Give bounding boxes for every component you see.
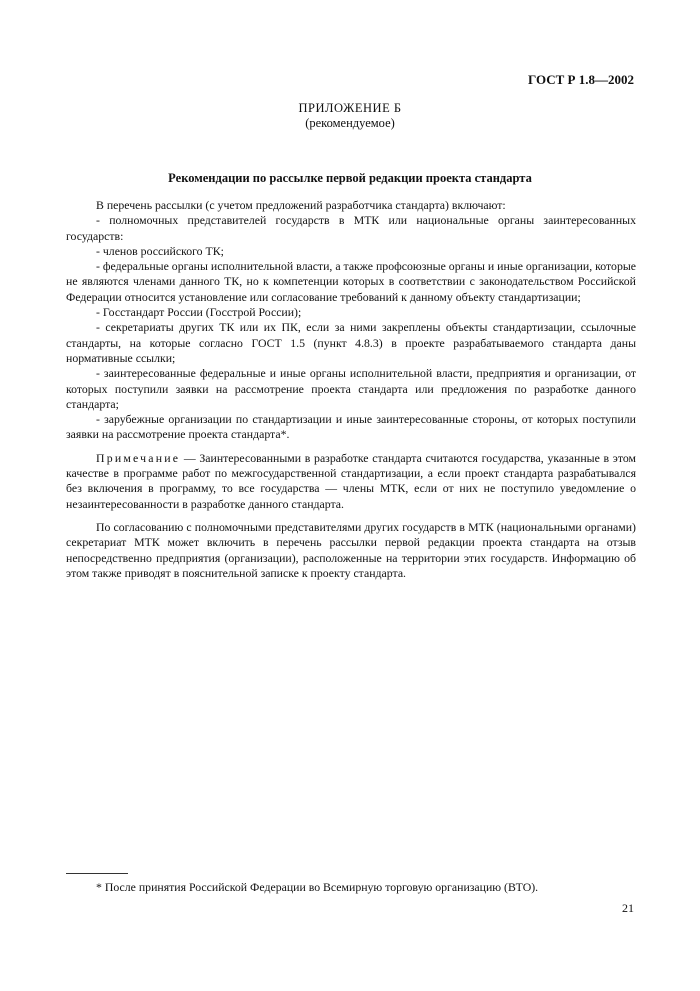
document-body [66,198,636,581]
note-label: Примечание [96,450,181,465]
document-code: ГОСТ Р 1.8—2002 [528,72,634,87]
page-number: 21 [622,901,634,915]
list-item: - членов российского ТК; [96,243,224,258]
list-item: - заинтересованные федеральные и иные органы исполнительной власти, предприятия и организации, от которых поступили заявки на рассмотрение проекта стандарта или предложения по разработке данного стандарта; [66,366,636,411]
list-item: - зарубежные организации по стандартизации и иные заинтересованные стороны, от которых поступили заявки на рассмотрение проекта стандарта*. [66,412,636,442]
appendix-title: ПРИЛОЖЕНИЕ Б [298,101,402,115]
list-item: - секретариаты других ТК или их ПК, если за ними закреплены объекты стандартизации, ссылочные стандарты, на которые согласно ГОСТ 1.5 (пункт 4.8.3) в проекте разрабатываемого стандарта даны нормативные ссылки; [66,320,636,365]
note-paragraph [66,451,636,512]
appendix-subtitle: (рекомендуемое) [305,116,395,130]
appendix-block [0,101,700,131]
footnote-divider [66,873,128,874]
intro-paragraph: В перечень рассылки (с учетом предложений разработчика стандарта) включают: [96,198,506,212]
final-paragraph: По согласованию с полномочными представителями других государств в МТК (национальными органами) секретариат МТК может включить в перечень рассылки первой редакции проекта стандарта на отзыв непосредственно предприятия (организации), расположенные на территории этих государств. Информацию об этом также приводят в пояснительной записке к проекту стандарта. [66,519,636,580]
list-item: - полномочных представителей государств в МТК или национальные органы заинтересованных государств: [66,213,636,243]
footnote: * После принятия Российской Федерации во Всемирную торговую организацию (ВТО). [96,880,539,894]
list-item: - федеральные органы исполнительной власти, а также профсоюзные органы и иные организации, которые не являются членами данного ТК, но к компетенции которых в соответствии с законодательством Российской Федерации относится установление или согласование требований к данному объекту стандартизации; [66,259,636,304]
note-text: — Заинтересованными в разработке стандарта считаются государства, указанные в этом качестве в программе работ по межгосударственной стандартизации, а если проект стандарта разрабатывался без включения в программу, то все государства — члены МТК, если от них не поступило уведомление о незаинтересованности в разработке данного стандарта. [66,450,636,511]
list-item: - Госстандарт России (Госстрой России); [96,305,302,320]
section-heading: Рекомендации по рассылке первой редакции проекта стандарта [168,171,532,185]
